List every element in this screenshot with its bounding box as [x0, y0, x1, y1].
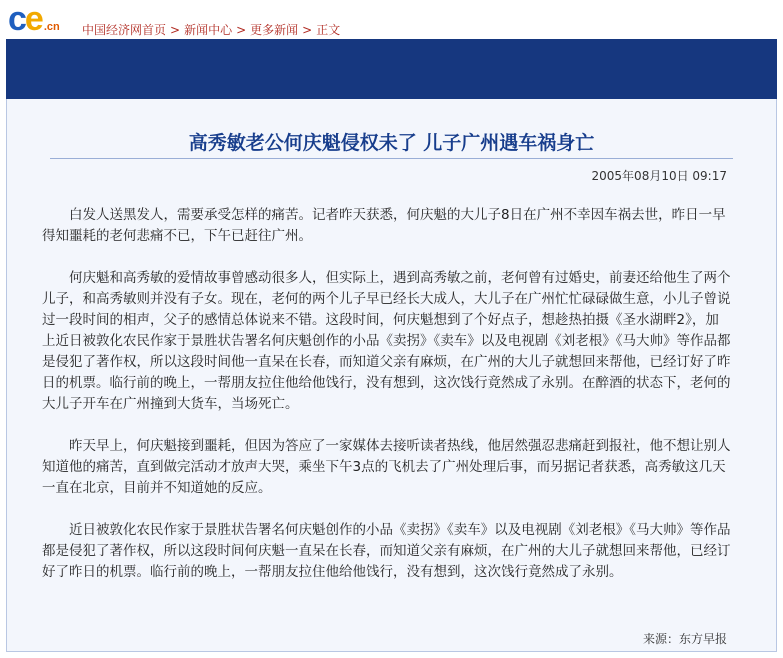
article-paragraph: 白发人送黑发人，需要承受怎样的痛苦。记者昨天获悉，何庆魁的大儿子8日在广州不幸因车祸去世，昨日一早得知噩耗的老何悲痛不已，下午已赶往广州。	[42, 207, 726, 244]
title-divider	[50, 158, 733, 159]
article-paragraph: 近日被敦化农民作家于景胜状告署名何庆魁创作的小品《卖拐》《卖车》以及电视剧《刘老根》《马大帅》等作品都是侵犯了著作权，所以这段时间何庆魁一直呆在长春，而知道父亲有麻烦，在广州的大儿子就想回来帮他，已经订好了昨日的机票。临行前的晚上，一帮朋友拉住他给他饯行，没有想到，这次饯行竟然成了永别。	[42, 522, 731, 580]
article-paragraph: 何庆魁和高秀敏的爱情故事曾感动很多人，但实际上，遇到高秀敏之前，老何曾有过婚史，前妻还给他生了两个儿子，和高秀敏则并没有子女。现在，老何的两个儿子早已经长大成人，大儿子在广州忙忙碌碌做生意，小儿子曾说过一段时间的相声，父子的感情总体说来不错。这段时间，何庆魁想到了个好点子，想趁热拍摄《圣水湖畔2》，加上近日被敦化农民作家于景胜状告署名何庆魁创作的小品《卖拐》《卖车》以及电视剧《刘老根》《马大帅》等作品都是侵犯了著作权，所以这段时间他一直呆在长春，而知道父亲有麻烦，在广州的大儿子就想回来帮他，已经订好了昨日的机票。临行前的晚上，一帮朋友拉住他给他饯行，没有想到，这次饯行竟然成了永别。在醉酒的状态下，老何的大儿子开车在广州撞到大货车，当场死亡。	[42, 270, 731, 412]
header-banner	[6, 39, 777, 99]
article-title: 高秀敏老公何庆魁侵权未了 儿子广州遇车祸身亡	[188, 132, 595, 154]
article-body	[42, 205, 732, 604]
breadcrumb-current: 正文	[316, 23, 341, 37]
breadcrumb-home[interactable]: 中国经济网首页	[82, 23, 167, 37]
logo-domain: .cn	[43, 21, 60, 33]
breadcrumb	[82, 21, 340, 38]
article-source: 来源：东方早报	[642, 632, 727, 646]
breadcrumb-separator: >	[170, 23, 181, 37]
breadcrumb-news-center[interactable]: 新闻中心	[184, 23, 233, 37]
logo-mark: ce	[8, 0, 42, 38]
ce-logo[interactable]	[8, 0, 60, 38]
breadcrumb-separator: >	[236, 23, 247, 37]
top-bar	[0, 0, 783, 38]
breadcrumb-more-news[interactable]: 更多新闻	[250, 23, 299, 37]
article-datetime: 2005年08月10日 09:17	[591, 169, 727, 183]
article-paragraph: 昨天早上，何庆魁接到噩耗，但因为答应了一家媒体去接听读者热线，他居然强忍悲痛赶到报社，他不想让别人知道他的痛苦，直到做完活动才放声大哭，乘坐下午3点的飞机去了广州处理后事，而另据记者获悉，高秀敏这几天一直在北京，目前并不知道她的反应。	[42, 438, 731, 496]
breadcrumb-separator: >	[302, 23, 313, 37]
